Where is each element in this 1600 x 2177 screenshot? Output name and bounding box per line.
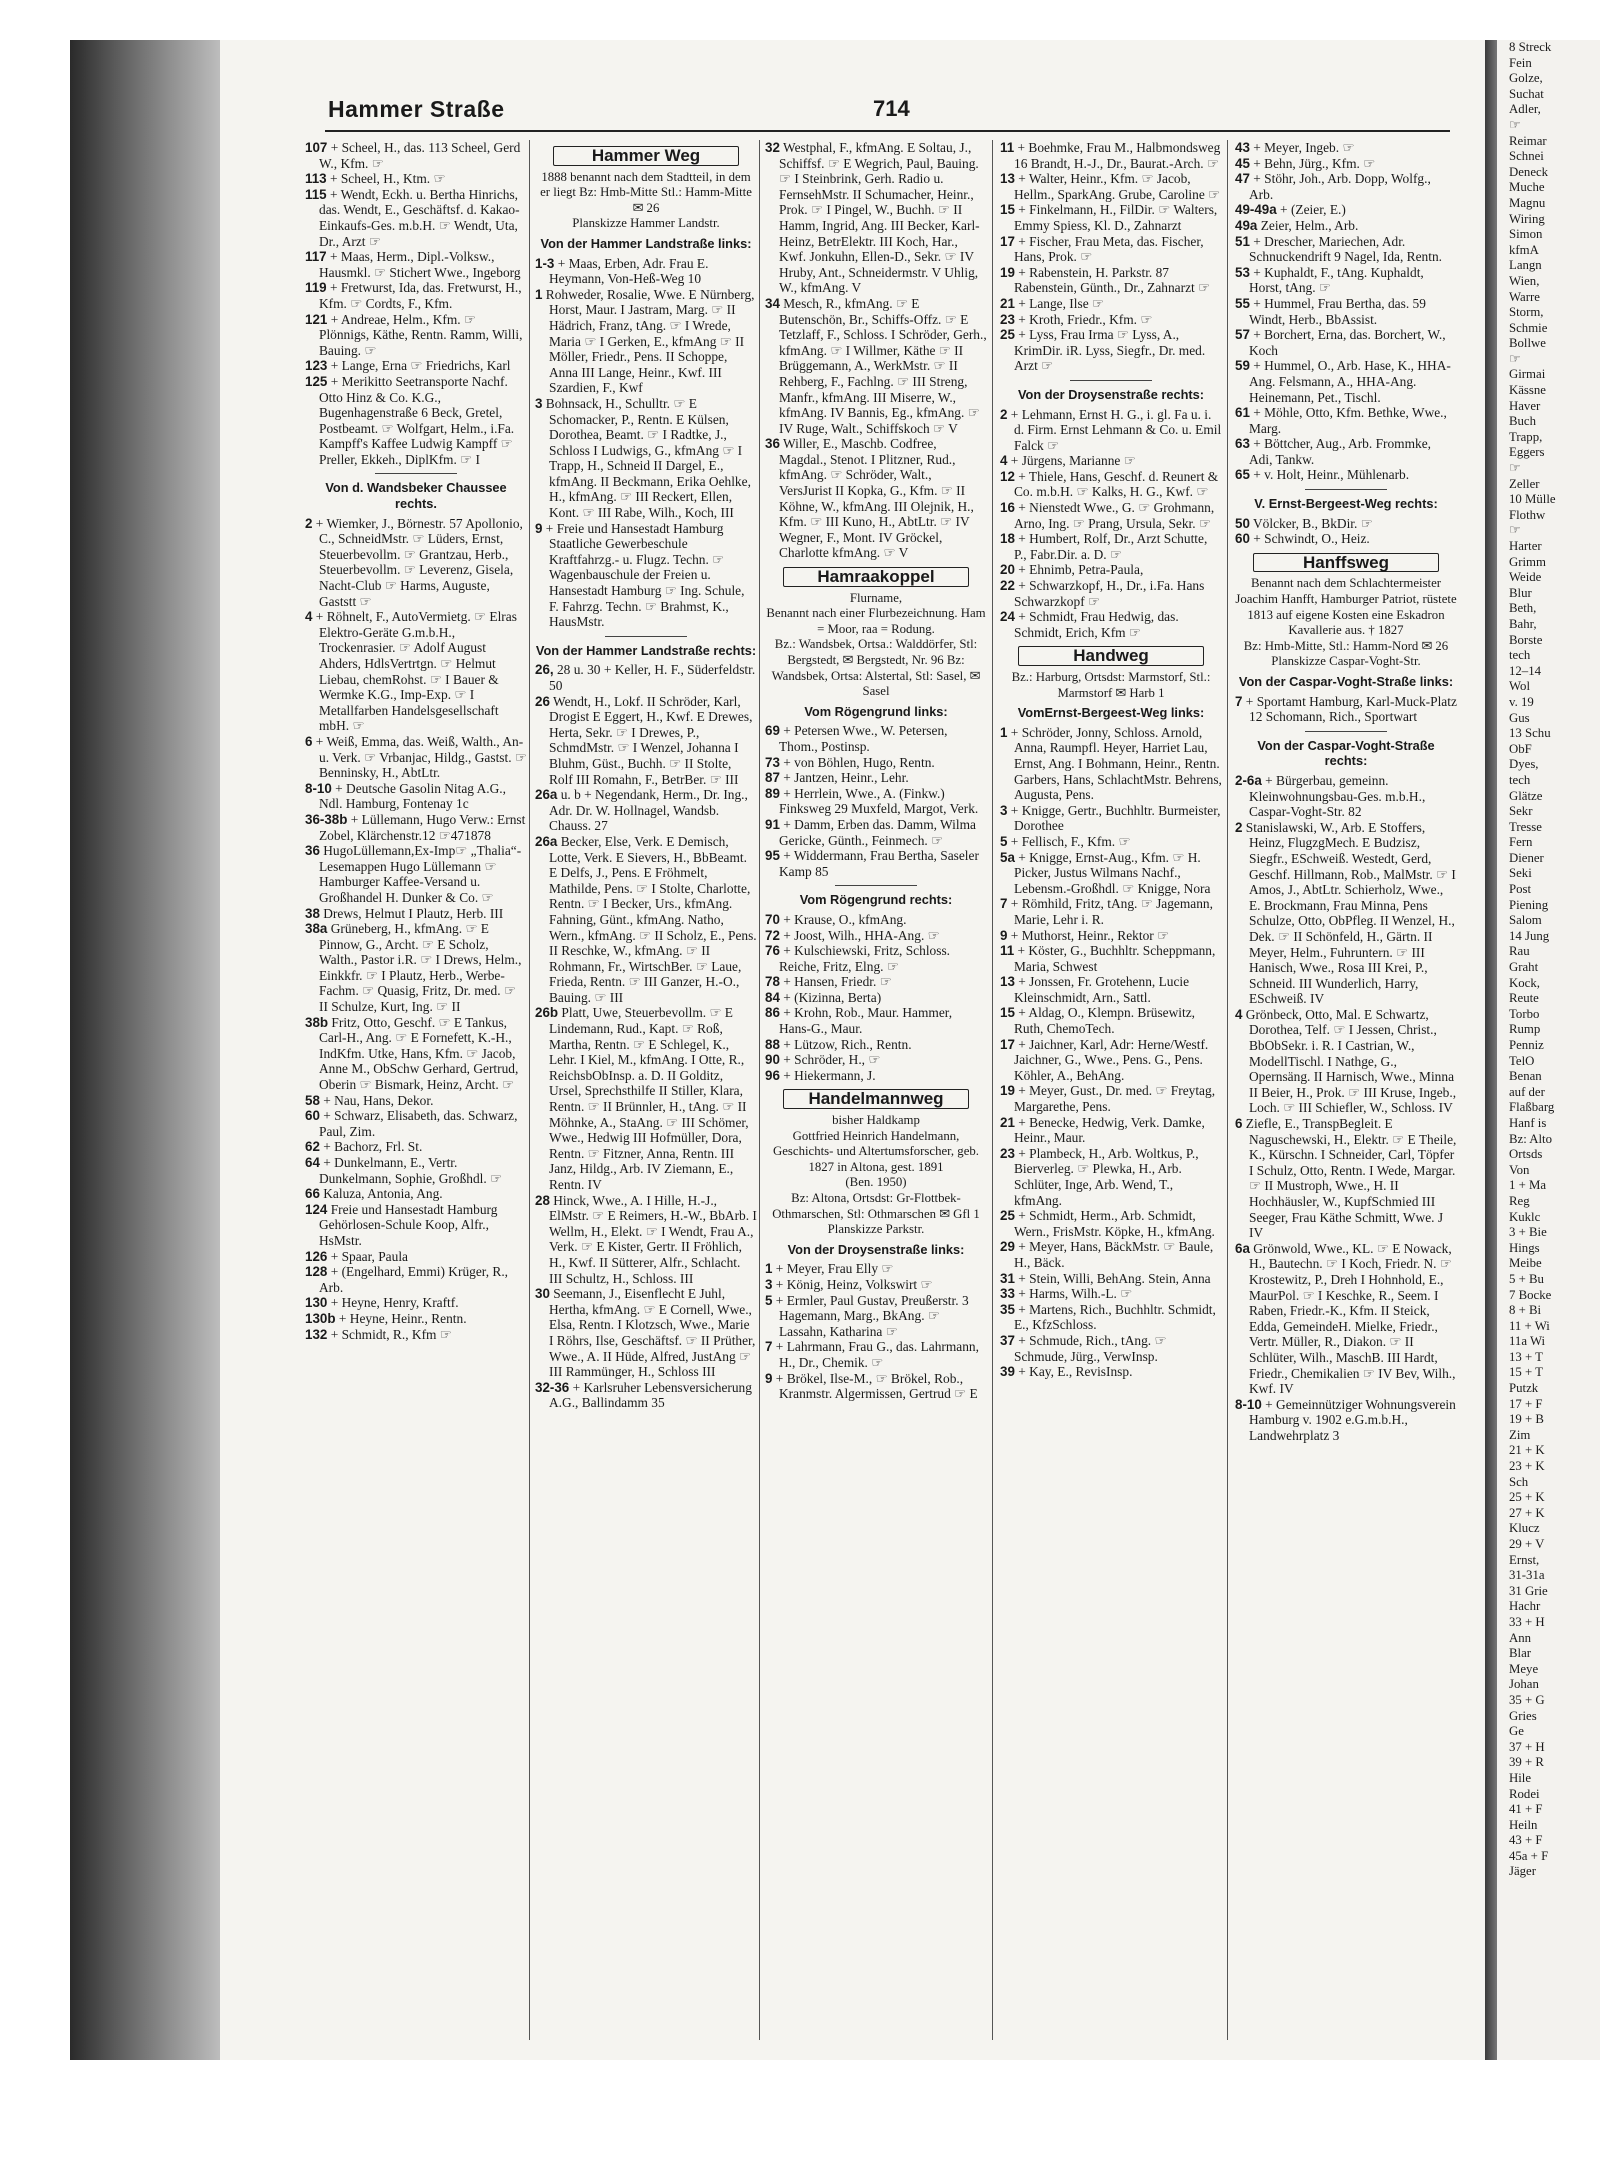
section-separator	[1305, 489, 1387, 490]
address-entry: 73 + von Böhlen, Hugo, Rentn.	[765, 754, 935, 770]
address-entry: 115 + Wendt, Eckh. u. Bertha Hinrichs, das. Wendt, E., Geschäftsf. d. Kakao-Einkaufs-Ges. m.b.H. ☞ Wendt, Uta, Dr., Arzt ☞	[305, 186, 520, 249]
address-entry: 1 Rohweder, Rosalie, Wwe. E Nürnberg, Horst, Maur. I Jastram, Marg. ☞ II Hädrich, Franz, tAng. ☞ I Wrede, Maria ☞ I Gerken, E., kfmAng ☞ II Möller, Friedr., Pens. II Schoppe, Anna III Lange, Heinr., Kwf. III Szardien, F., Kwf	[535, 286, 755, 396]
edge-fragment: Blar	[1509, 1646, 1532, 1661]
edge-fragment: Klucz	[1509, 1521, 1540, 1536]
street-note: Benannt nach einer Flurbezeichnung. Ham = Moor, raa = Rodung.	[766, 606, 986, 636]
edge-fragment: 27 + K	[1509, 1505, 1545, 1520]
edge-fragment: 5 + Bu	[1509, 1271, 1544, 1286]
address-entry: 119 + Fretwurst, Ida, das. Fretwurst, H., Kfm. ☞ Cordts, F., Kfm.	[305, 280, 522, 311]
street-note: Planskizze Parkstr.	[827, 1222, 925, 1237]
address-entry: 60 + Schwindt, O., Heiz.	[1235, 531, 1370, 547]
address-entry: 18 + Humbert, Rolf, Dr., Arzt Schutte, P., Fabr.Dir. a. D. ☞	[1000, 531, 1208, 562]
address-entry: 1 + Schröder, Jonny, Schloss. Arnold, Anna, Raumpfl. Heyer, Harriet Lau, Ernst, Ang. I Bohmann, Heinr., Rentn. Garbers, Hans, SchlachtMstr. Behrens, Augusta, Pens.	[1000, 724, 1222, 803]
header-rule	[325, 130, 1450, 132]
address-entry: 58 + Nau, Hans, Dekor.	[305, 1092, 434, 1108]
address-entry: 11 + Boehmke, Frau M., Halbmondsweg 16 Brandt, H.-J., Dr., Baurat.-Arch. ☞	[1000, 140, 1221, 171]
address-entry: 86 + Krohn, Rob., Maur. Hammer, Hans-G., Maur.	[765, 1005, 953, 1037]
address-entry: 25 + Lyss, Frau Irma ☞ Lyss, A., KrimDir. iR. Lyss, Siegfr., Dr. med. Arzt ☞	[1000, 327, 1206, 374]
edge-fragment: 37 + H	[1509, 1739, 1545, 1754]
street-note: Bz: Hmb-Mitte, Stl.: Hamm-Nord ✉ 26	[1243, 638, 1449, 653]
address-entry: 4 + Jürgens, Marianne ☞	[1000, 453, 1136, 469]
edge-fragment: 17 + F	[1509, 1396, 1543, 1411]
edge-fragment: 11a Wi	[1509, 1334, 1546, 1349]
address-entry: 19 + Meyer, Gust., Dr. med. ☞ Freytag, Margarethe, Pens.	[1000, 1083, 1216, 1115]
edge-fragment: Sch	[1509, 1474, 1529, 1489]
edge-fragment: Langn	[1509, 258, 1542, 273]
edge-fragment: 12–14	[1509, 663, 1541, 678]
address-entry: 132 + Schmidt, R., Kfm ☞	[305, 1326, 452, 1342]
address-entry: 7 + Lahrmann, Frau G., das. Lahrmann, H., Dr., Chemik. ☞	[765, 1339, 979, 1370]
address-entry: 78 + Hansen, Friedr. ☞	[765, 974, 892, 990]
edge-fragment: TelO	[1509, 1053, 1535, 1068]
street-note: Bz.: Harburg, Ortsdst: Marmstorf, Stl.: Marmstorf ✉ Harb 1	[1011, 670, 1211, 700]
page-number: 714	[873, 96, 910, 121]
street-note: (Ben. 1950)	[845, 1175, 907, 1190]
edge-fragment: Hings	[1509, 1240, 1540, 1255]
address-entry: 84 + (Kizinna, Berta)	[765, 989, 882, 1005]
address-entry: 45 + Behn, Jürg., Kfm. ☞	[1235, 155, 1376, 171]
edge-fragment: Flaßbarg	[1509, 1100, 1555, 1115]
address-entry: 5 + Fellisch, F., Kfm. ☞	[1000, 833, 1131, 849]
address-entry: 21 + Lange, Ilse ☞	[1000, 295, 1104, 311]
edge-fragment: Bollwe	[1509, 336, 1546, 351]
address-entry: 4 + Röhnelt, F., AutoVermietg. ☞ Elras Elektro-Geräte G.m.b.H., Trockenrasier. ☞ Adolf August Ahders, HdlsVertrtgn. ☞ Helmut Liebau, chemRohst. ☞ I Bauer & Wermke K.G., Imp-Exp. ☞ I Metallfarben Handelsgesellschaft mbH. ☞	[305, 609, 517, 734]
address-entry: 7 + Sportamt Hamburg, Karl-Muck-Platz 12 Schomann, Rich., Sportwart	[1235, 693, 1457, 725]
edge-fragment: Heiln	[1509, 1817, 1538, 1832]
address-entry: 3 + König, Heinz, Volkswirt ☞	[765, 1276, 933, 1292]
edge-fragment: Trapp,	[1509, 429, 1543, 444]
address-entry: 88 + Lützow, Rich., Rentn.	[765, 1036, 912, 1052]
edge-fragment: Rodei	[1509, 1786, 1540, 1801]
edge-fragment: Piening	[1509, 897, 1549, 912]
edge-fragment: 41 + F	[1509, 1802, 1543, 1817]
direction-heading: V. Ernst-Bergeest-Weg rechts:	[1254, 496, 1438, 512]
book-binding	[70, 40, 220, 2060]
edge-fragment: Weide	[1509, 570, 1542, 585]
address-entry: 38 Drews, Helmut I Plautz, Herb. III	[305, 905, 504, 921]
street-note: Benannt nach dem Schlachtermeister Joachim Hanfft, Hamburger Patriot, rüstete 1813 auf eigene Kosten eine Eskadron Kavallerie aus. † 1827	[1235, 576, 1457, 638]
address-entry: 117 + Maas, Herm., Dipl.-Volksw., Hausmkl. ☞ Stichert Wwe., Ingeborg	[305, 249, 521, 280]
section-separator	[835, 885, 917, 886]
edge-fragment: Blur	[1509, 585, 1532, 600]
address-entry: 26b Platt, Uwe, Steuerbevollm. ☞ E Lindemann, Rud., Kapt. ☞ Roß, Martha, Rentn. ☞ E Schlegel, K., Lehr. I Kiel, M., kfmAng. I Otte, R., ReichsbObInsp. a. D. II Golditz, Ursel, Sprechsthilfe II Stiller, Klara, Rentn. ☞ II Brünnler, H., tAng. ☞ II Möhnke, A., StaAng. ☞ III Schömer, Wwe., Hedwig III Hofmüller, Dora, Rentn. ☞ Fitzner, Anna, Rentn. III Janz, Hildg., Arb. IV Ziemann, E., Rentn. IV	[535, 1005, 749, 1192]
address-entry: 70 + Krause, O., kfmAng.	[765, 911, 907, 927]
edge-fragment: ☞	[1509, 117, 1521, 132]
direction-heading: Von der Hammer Landstraße rechts:	[535, 642, 757, 658]
edge-fragment: 10 Mülle	[1509, 492, 1556, 507]
edge-fragment: 45a + F	[1509, 1848, 1549, 1863]
address-entry: 50 Völcker, B., BkDir. ☞	[1235, 515, 1373, 531]
address-entry: 49-49a + (Zeier, E.)	[1235, 202, 1346, 218]
edge-fragment: Meye	[1509, 1661, 1539, 1676]
edge-fragment: Ann	[1509, 1630, 1532, 1645]
edge-fragment: 23 + K	[1509, 1459, 1545, 1474]
column-divider	[992, 140, 993, 2040]
edge-fragment: Johan	[1509, 1677, 1539, 1692]
street-title: Hamraakoppel	[783, 567, 969, 587]
address-entry: 17 + Fischer, Frau Meta, das. Fischer, Hans, Prok. ☞	[1000, 233, 1204, 265]
street-title: Hanffsweg	[1253, 553, 1439, 573]
address-entry: 8-10 + Deutsche Gasolin Nitag A.G., Ndl. Hamburg, Fontenay 1c	[305, 780, 506, 812]
address-entry: 6a Grönwold, Wwe., KL. ☞ E Nowack, H., Bautechn. ☞ I Koch, Friedr. N. ☞ Krostewitz, P., Dreh I Hohnhold, E., MaurPol. ☞ I Keschke, R., Seem. I Raben, Friedr.-K., Kfm. II Steick, Edda, GemeindeH. Mielke, Friedr., Vertr. Müller, R., Diakon. ☞ II Schlüter, Wilh., MaschB. III Hardt, Friedr., Chemikalien ☞ IV Bev, Wilh., Kwf. IV	[1235, 1240, 1456, 1397]
address-entry: 1 + Meyer, Frau Elly ☞	[765, 1261, 894, 1277]
section-separator	[1305, 731, 1387, 732]
edge-fragment: Haver	[1509, 398, 1541, 413]
edge-fragment: Fern	[1509, 835, 1533, 850]
edge-fragment: Von	[1509, 1162, 1530, 1177]
edge-fragment: 3 + Bie	[1509, 1225, 1547, 1240]
edge-fragment: Ge	[1509, 1724, 1524, 1739]
edge-fragment: Jäger	[1509, 1864, 1536, 1879]
edge-fragment: Flothw	[1509, 507, 1546, 522]
edge-fragment: Adler,	[1509, 102, 1541, 117]
address-entry: 125 + Merikitto Seetransporte Nachf. Otto Hinz & Co. K.G., Bugenhagenstraße 6 Beck, Gretel, Postbeamt. ☞ Wolfgart, Helm., i.Fa. Kampff's Kaffee Ludwig Kampff ☞ Preller, Ekkeh., DiplKfm. ☞ I	[305, 373, 515, 467]
address-entry: 23 + Kroth, Friedr., Kfm. ☞	[1000, 311, 1153, 327]
address-entry: 36 HugoLüllemann,Ex-Imp☞ „Thalia“-Lesemappen Hugo Lüllemann ☞ Hamburger Kaffee-Versand u. Großhandel H. Dunker & Co. ☞	[305, 843, 522, 905]
edge-fragment: Gries	[1509, 1708, 1537, 1723]
address-entry: 113 + Scheel, H., Ktm. ☞	[305, 171, 446, 187]
edge-fragment: Magnu	[1509, 195, 1546, 210]
address-entry: 38b Fritz, Otto, Geschf. ☞ E Tankus, Carl-H., Ang. ☞ E Fornefett, K.-H., IndKfm. Utke, Hans, Kfm. ☞ Jacob, Anne M., ObSchw Gerhard, Gertrud, Oberin ☞ Bismark, Heinz, Archt. ☞	[305, 1014, 519, 1093]
edge-fragment: tech	[1509, 648, 1531, 663]
edge-fragment: Meibe	[1509, 1256, 1542, 1271]
address-entry: 124 Freie und Hansestadt Hamburg Gehörlosen-Schule Koop, Alfr., HsMstr.	[305, 1201, 498, 1248]
edge-fragment: Reimar	[1509, 133, 1547, 148]
address-entry: 25 + Schmidt, Herm., Arb. Schmidt, Wern., FrisMstr. Köpke, H., kfmAng.	[1000, 1208, 1215, 1239]
address-entry: 3 + Knigge, Gertr., Buchhltr. Burmeister, Dorothee	[1000, 802, 1221, 834]
address-entry: 13 + Jonssen, Fr. Grotehenn, Lucie Kleinschmidt, Arn., Sattl.	[1000, 974, 1190, 1005]
street-note: Bz: Altona, Ortsdst: Gr-Flottbek-Othmarschen, Stl: Othmarschen ✉ Gfl 1	[772, 1191, 980, 1221]
street-note: Bz.: Wandsbek, Ortsa.: Walddörfer, Stl: Bergstedt, ✉ Bergstedt, Nr. 96 Bz: Wandsbek, Ortsa: Alstertal, Stl: Sasel, ✉ Sasel	[771, 637, 981, 699]
address-entry: 49a Zeier, Helm., Arb.	[1235, 217, 1359, 233]
edge-fragment: ☞	[1509, 523, 1521, 538]
address-entry: 65 + v. Holt, Heinr., Mühlenarb.	[1235, 467, 1410, 483]
edge-fragment: 15 + T	[1509, 1365, 1543, 1380]
edge-fragment: Golze,	[1509, 71, 1543, 86]
address-entry: 23 + Plambeck, H., Arb. Woltkus, P., Bierverleg. ☞ Plewka, H., Arb. Schlüter, Inge, Arb. Wend, T., kfmAng.	[1000, 1145, 1199, 1208]
edge-fragment: 13 + T	[1509, 1349, 1543, 1364]
address-entry: 36 Willer, E., Maschb. Codfree, Magdal., Stenot. I Plitzner, Rud., kfmAng. ☞ Schröder, Walt., VersJurist II Kopka, G., Kfm. ☞ II Köhne, W., kfmAng. III Olejnik, H., Kfm. ☞ III Kuno, H., AbtLtr. ☞ IV Wegner, F., Mont. IV Gröckel, Charlotte kfmAng. ☞ V	[765, 436, 974, 561]
column-divider	[529, 140, 530, 2040]
edge-fragment: Sekr	[1509, 804, 1533, 819]
address-entry: 5a + Knigge, Ernst-Aug., Kfm. ☞ H. Picker, Justus Wilmans Nachf., Lebensm.-Großhdl. ☞ Knigge, Nora	[1000, 849, 1211, 896]
edge-fragment: Eggers	[1509, 445, 1545, 460]
address-entry: 91 + Damm, Erben das. Damm, Wilma Gericke, Günth., Feinmech. ☞	[765, 816, 976, 848]
edge-fragment: Putzk	[1509, 1381, 1539, 1396]
address-entry: 2-6a + Bürgerbau, gemeinn. Kleinwohnungsbau-Ges. m.b.H., Caspar-Voght-Str. 82	[1235, 772, 1426, 820]
direction-heading: Von der Droysenstraße links:	[787, 1241, 965, 1257]
address-entry: 15 + Aldag, O., Klempn. Brüsewitz, Ruth, ChemoTech.	[1000, 1005, 1196, 1037]
street-note: 1888 benannt nach dem Stadtteil, in dem er liegt Bz: Hmb-Mitte Stl.: Hamm-Mitte ✉ 26	[540, 169, 752, 215]
edge-fragment: 19 + B	[1509, 1412, 1544, 1427]
address-entry: 87 + Jantzen, Heinr., Lehr.	[765, 770, 909, 786]
address-entry: 26a u. b + Negendank, Herm., Dr. Ing., Adr. Dr. W. Hollnagel, Wandsb. Chauss. 27	[535, 787, 748, 834]
edge-fragment: Dyes,	[1509, 757, 1539, 772]
address-entry: 72 + Joost, Wilh., HHA-Ang. ☞	[765, 927, 940, 943]
edge-fragment: tech	[1509, 772, 1531, 787]
address-entry: 26 Wendt, H., Lokf. II Schröder, Karl, Drogist E Eggert, H., Kwf. E Drewes, Herta, Sekr. ☞ I Drewes, P., SchmdMstr. ☞ I Wenzel, Johanna I Bluhm, Güst., Buchh. ☞ II Stolte, Rolf III Romahn, F., BetrBer. ☞ III	[535, 693, 753, 787]
edge-fragment: Beth,	[1509, 601, 1537, 616]
section-separator	[605, 636, 687, 637]
edge-fragment: kfmA	[1509, 242, 1539, 257]
edge-fragment: Suchat	[1509, 86, 1544, 101]
edge-fragment: 31 Grie	[1509, 1583, 1548, 1598]
edge-fragment: Simon	[1509, 227, 1543, 242]
address-entry: 24 + Schmidt, Frau Hedwig, das. Schmidt, Erich, Kfm ☞	[1000, 609, 1179, 640]
edge-fragment: Penniz	[1509, 1038, 1544, 1052]
street-title: Hammer Weg	[553, 146, 739, 166]
section-separator	[375, 473, 457, 474]
edge-fragment: Zeller	[1509, 476, 1540, 491]
address-entry: 1-3 + Maas, Erben, Adr. Frau E. Heymann, Von-Heß-Weg 10	[535, 255, 709, 287]
address-entry: 32 Westphal, F., kfmAng. E Soltau, J., Schiffsf. ☞ E Wegrich, Paul, Bauing. ☞ I Steinbrink, Gerh. Radio u. FernsehMstr. II Schumacher, Heinr., Prok. ☞ I Pingel, W., Buchh. ☞ II Hamm, Ingrid, Ang. III Becker, Karl-Heinz, BetrElektr. III Koch, Har., Kwf. Jonkuhn, Ellen-D., Sekr. ☞ IV Hruby, Ant., Schneidermstr. V Uhlig, W., kfmAng. V	[765, 140, 980, 296]
address-entry: 76 + Kulschiewski, Fritz, Schloss. Reiche, Fritz, Elng. ☞	[765, 943, 951, 974]
edge-fragment: Ortsds	[1509, 1147, 1543, 1162]
address-entry: 6 Ziefle, E., TranspBegleit. E Naguschewski, H., Elektr. ☞ E Theile, K., Kürschn. I Schneider, Carl, Töpfer I Schulz, Otto, Rentn. I Wede, Margar. ☞ II Mustroph, Wwe., H. II Hochhäusler, W., KupfSchmied III Seeger, Frau Käthe Schmitt, Wwe. J IV	[1235, 1116, 1457, 1241]
address-entry: 39 + Kay, E., RevisInsp.	[1000, 1364, 1133, 1380]
edge-fragment: 25 + K	[1509, 1490, 1545, 1505]
edge-fragment: Glätze	[1509, 788, 1543, 803]
edge-fragment: ☞	[1509, 351, 1521, 366]
edge-fragment: Graht	[1509, 960, 1539, 975]
address-entry: 128 + (Engelhard, Emmi) Krüger, R., Arb.	[305, 1264, 509, 1295]
edge-fragment: Warre	[1509, 289, 1540, 304]
edge-fragment: Grimm	[1509, 554, 1546, 569]
address-entry: 29 + Meyer, Hans, BäckMstr. ☞ Baule, H., Bäck.	[1000, 1239, 1214, 1270]
address-entry: 9 + Freie und Hansestadt Hamburg Staatliche Gewerbeschule Kraftfahrzg.- u. Flugz. Techn. ☞ Wagenbauschule der Freien u. Hansestadt Hamburg ☞ Ing. Schule, F. Fahrzg. Techn. ☞ Brahmst, K., HausMstr.	[535, 520, 745, 630]
street-note: Planskizze Hammer Landstr.	[572, 216, 720, 231]
edge-fragment: Gus	[1509, 710, 1530, 725]
edge-fragment: Schmie	[1509, 320, 1548, 335]
edge-fragment: Reg	[1509, 1193, 1530, 1208]
address-entry: 63 + Böttcher, Aug., Arb. Frommke, Adi, Tankw.	[1235, 436, 1431, 467]
edge-fragment: Benan	[1509, 1069, 1542, 1084]
edge-fragment: Wol	[1509, 679, 1531, 694]
address-entry: 62 + Bachorz, Frl. St.	[305, 1139, 423, 1155]
edge-fragment: Kuklc	[1509, 1209, 1541, 1224]
edge-fragment: 14 Jung	[1509, 928, 1550, 943]
directory-column-5	[1235, 140, 1457, 1444]
address-entry: 95 + Widdermann, Frau Bertha, Saseler Kamp 85	[765, 848, 979, 879]
address-entry: 51 + Drescher, Mariechen, Adr. Schnuckendrift 9 Nagel, Ida, Rentn.	[1235, 233, 1442, 265]
column-divider	[1227, 140, 1228, 2040]
address-entry: 37 + Schmude, Rich., tAng. ☞ Schmude, Jürg., VerwInsp.	[1000, 1332, 1167, 1364]
address-entry: 26, 28 u. 30 + Keller, H. F., Süderfeldstr. 50	[535, 662, 756, 693]
address-entry: 61 + Möhle, Otto, Kfm. Bethke, Wwe., Marg.	[1235, 405, 1447, 436]
address-entry: 36-38b + Lüllemann, Hugo Verw.: Ernst Zobel, Klärchenstr.12 ☞471878	[305, 811, 526, 843]
address-entry: 35 + Martens, Rich., Buchhltr. Schmidt, E., KfzSchloss.	[1000, 1301, 1216, 1333]
edge-fragment: 11 + Wi	[1509, 1318, 1550, 1333]
direction-heading: Von der Droysenstraße rechts:	[1017, 386, 1205, 402]
address-entry: 126 + Spaar, Paula	[305, 1248, 408, 1264]
edge-fragment: 31-31a	[1509, 1568, 1545, 1583]
section-separator	[1070, 380, 1152, 381]
address-entry: 107 + Scheel, H., das. 113 Scheel, Gerd W., Kfm. ☞	[305, 140, 521, 171]
edge-fragment: Kässne	[1509, 383, 1546, 398]
address-entry: 69 + Petersen Wwe., W. Petersen, Thom., Postinsp.	[765, 723, 948, 754]
address-entry: 21 + Benecke, Hedwig, Verk. Damke, Heinr., Maur.	[1000, 1114, 1205, 1146]
address-entry: 22 + Schwarzkopf, H., Dr., i.Fa. Hans Schwarzkopf ☞	[1000, 578, 1205, 609]
address-entry: 38a Grüneberg, H., kfmAng. ☞ E Pinnow, G., Archt. ☞ E Scholz, Walth., Pastor i.R. ☞ I Drews, Helm., Einkkfr. ☞ I Plautz, Herb., Werbe-Fachm. ☞ Quasig, Fritz, Dr. med. ☞ II Schulze, Kurt, Ing. ☞ II	[305, 921, 522, 1015]
edge-fragment: 39 + R	[1509, 1755, 1544, 1770]
edge-fragment: 21 + K	[1509, 1443, 1545, 1458]
edge-fragment: Salom	[1509, 913, 1542, 928]
edge-fragment: Deneck	[1509, 164, 1549, 179]
address-entry: 9 + Brökel, Ilse-M., ☞ Brökel, Rob., Kranmstr. Algermissen, Gertrud ☞ E	[765, 1370, 978, 1402]
address-entry: 26a Becker, Else, Verk. E Demisch, Lotte, Verk. E Sievers, H., BbBeamt. E Delfs, J., Pens. E Fröhmelt, Mathilde, Pens. ☞ I Stolte, Charlotte, Rentn. ☞ I Becker, Urs., kfmAng. Fahning, Günt., kfmAng. Natho, Wern., kfmAng. ☞ II Scholz, E., Pens. II Reschke, W., kfmAng. ☞ II Rohmann, Fr., WirtschBer. ☞ Laue, Frieda, Rentn. ☞ III Ganzer, H.-O., Bauing. ☞ III	[535, 833, 757, 1005]
address-entry: 8-10 + Gemeinnütziger Wohnungsverein Hamburg v. 1902 e.G.m.b.H., Landwehrplatz 3	[1235, 1396, 1456, 1443]
address-entry: 121 + Andreae, Helm., Kfm. ☞ Plönnigs, Käthe, Rentn. Ramm, Willi, Bauing. ☞	[305, 311, 523, 358]
address-entry: 32-36 + Karlsruher Lebensversicherung A.G., Ballindamm 35	[535, 1379, 752, 1411]
directory-column-4	[1000, 140, 1222, 1380]
address-entry: 31 + Stein, Willi, BehAng. Stein, Anna	[1000, 1270, 1211, 1286]
edge-fragment: Hile	[1509, 1770, 1532, 1785]
address-entry: 5 + Ermler, Paul Gustav, Preußerstr. 3 Hagemann, Marg., BkAng. ☞ Lassahn, Katharina ☞	[765, 1292, 969, 1339]
edge-fragment: Zim	[1509, 1427, 1531, 1442]
edge-fragment: Buch	[1509, 414, 1537, 429]
edge-fragment: Muche	[1509, 180, 1545, 195]
address-entry: 89 + Herrlein, Wwe., A. (Finkw.) Finksweg 29 Muxfeld, Margot, Verk.	[765, 785, 979, 817]
edge-fragment: 8 + Bi	[1509, 1303, 1542, 1318]
edge-fragment: ☞	[1509, 461, 1521, 476]
address-entry: 16 + Nienstedt Wwe., G. ☞ Grohmann, Arno, Ing. ☞ Prang, Ursula, Sekr. ☞	[1000, 500, 1215, 531]
edge-fragment: Diener	[1509, 850, 1544, 865]
edge-fragment: 8 Streck	[1509, 40, 1552, 54]
edge-fragment: Storm,	[1509, 305, 1544, 320]
edge-fragment: Wien,	[1509, 273, 1540, 288]
page-gutter	[1485, 40, 1497, 2060]
address-entry: 9 + Muthorst, Heinr., Rektor ☞	[1000, 927, 1170, 943]
street-title: Handelmannweg	[783, 1089, 969, 1109]
edge-fragment: Schnei	[1509, 149, 1544, 164]
direction-heading: Vom Rögengrund links:	[804, 703, 948, 719]
edge-fragment: auf der	[1509, 1084, 1545, 1099]
edge-fragment: Torbo	[1509, 1006, 1540, 1021]
edge-fragment: Girmai	[1509, 367, 1546, 382]
address-entry: 28 Hinck, Wwe., A. I Hille, H.-J., ElMstr. ☞ E Reimers, H.-W., BbArb. I Wellm, H., Elekt. ☞ I Wendt, Frau A., Verk. ☞ E Kister, Gertr. II Fröhlich, H., Kwf. II Sütterer, Alfr., Schlacht. III Schultz, H., Schloss. III	[535, 1192, 757, 1286]
direction-heading: Vom Rögengrund rechts:	[799, 892, 953, 908]
address-entry: 34 Mesch, R., kfmAng. ☞ E Butenschön, Br., Schiffs-Offz. ☞ E Tetzlaff, F., Schloss. I Schröder, Gerh., kfmAng. ☞ I Willmer, Käthe ☞ II Brüggemann, A., WerkMstr. ☞ II Rehberg, F., Fachlng. ☞ III Streng, Manfr., kfmAng. III Miserre, W., kfmAng. IV Bannis, Eg., kfmAng. ☞ IV Ruge, Walt., Schiffskoch ☞ V	[765, 295, 987, 436]
edge-fragment: Fein	[1509, 55, 1532, 70]
address-entry: 2 Stanislawski, W., Arb. E Stoffers, Heinz, FlugzgMech. E Budzisz, Siegfr., ESchweiß. Westedt, Gerd, Geschf. Hillmann, Rob., MalMstr. ☞ I Amos, J., AbtLtr. Schierholz, Wwe., E. Brockmann, Frau Minna, Pens Schulze, Otto, ObPfleg. II Wenzel, H., Dek. ☞ II Schönfeld, H., Gärtn. II Meyer, Helm., Fuhruntern. ☞ III Hanisch, Wwe., Rosa III Krei, P., Schneid. III Wunderlich, Harry, ESchweiß. IV	[1235, 819, 1456, 1007]
edge-fragment: Hanf is	[1509, 1115, 1547, 1130]
address-entry: 53 + Kuphaldt, F., tAng. Kuphaldt, Horst, tAng. ☞	[1235, 264, 1424, 296]
address-entry: 33 + Harms, Wilh.-L. ☞	[1000, 1286, 1133, 1302]
address-entry: 3 Bohnsack, H., Schulltr. ☞ E Schomacker, P., Rentn. E Külsen, Dorothea, Beamt. ☞ I Radtke, J., Schloss I Ludwigs, G., kfmAng ☞ I Trapp, H., Schneid II Dargel, E., kfmAng. II Beckmann, Erika Oehlke, H., kfmAng. ☞ III Reckert, Ellen, Kont. ☞ III Rabe, Wilh., Koch, III	[535, 395, 751, 521]
address-entry: 11 + Köster, G., Buchhltr. Scheppmann, Maria, Schwest	[1000, 943, 1216, 974]
address-entry: 60 + Schwarz, Elisabeth, das. Schwarz, Paul, Zim.	[305, 1108, 518, 1139]
address-entry: 64 + Dunkelmann, E., Vertr. Dunkelmann, Sophie, Großhdl. ☞	[305, 1155, 503, 1186]
directory-column-2	[535, 140, 757, 1411]
directory-column-1	[305, 140, 527, 1342]
address-entry: 123 + Lange, Erna ☞ Friedrichs, Karl	[305, 358, 511, 374]
address-entry: 2 + Lehmann, Ernst H. G., i. gl. Fa u. i. d. Firm. Ernst Lehmann & Co. u. Emil Falck ☞	[1000, 406, 1222, 453]
edge-fragment: 33 + H	[1509, 1614, 1545, 1629]
edge-fragment: Rump	[1509, 1022, 1541, 1037]
address-entry: 66 Kaluza, Antonia, Ang.	[305, 1186, 443, 1202]
street-note: Flurname,	[849, 590, 903, 605]
address-entry: 12 + Thiele, Hans, Geschf. d. Reunert & Co. m.b.H. ☞ Kalks, H. G., Kwf. ☞	[1000, 468, 1219, 500]
street-note: Planskizze Caspar-Voght-Str.	[1271, 654, 1421, 669]
direction-heading: Von der Hammer Landstraße links:	[540, 235, 752, 251]
directory-column-3	[765, 140, 987, 1402]
edge-fragment: 1 + Ma	[1509, 1178, 1547, 1193]
address-entry: 96 + Hiekermann, J.	[765, 1067, 876, 1083]
edge-fragment: 35 + G	[1509, 1692, 1545, 1707]
next-page-edge-text	[1497, 40, 1600, 1880]
street-note: Gottfried Heinrich Handelmann, Geschichts- und Altertumsforscher, geb. 1827 in Altona, gest. 1891	[773, 1128, 979, 1174]
edge-fragment: 7 Bocke	[1509, 1287, 1552, 1302]
edge-fragment: Hachr	[1509, 1599, 1541, 1614]
address-entry: 43 + Meyer, Ingeb. ☞	[1235, 140, 1355, 155]
direction-heading: Von d. Wandsbeker Chaussee rechts.	[325, 480, 507, 512]
address-entry: 13 + Walter, Heinr., Kfm. ☞ Jacob, Hellm., SparkAng. Grube, Caroline ☞	[1000, 171, 1221, 202]
address-entry: 57 + Borchert, Erna, das. Borchert, W., Koch	[1235, 327, 1446, 358]
direction-heading: Von der Caspar-Voght-Straße rechts:	[1257, 737, 1435, 769]
edge-fragment: Wiring	[1509, 211, 1545, 226]
edge-fragment: Seki	[1509, 866, 1532, 881]
street-note: bisher Haldkamp	[832, 1113, 920, 1128]
address-entry: 130b + Heyne, Heinr., Rentn.	[305, 1310, 467, 1326]
street-title: Handweg	[1018, 646, 1204, 666]
column-divider	[759, 140, 760, 2040]
edge-fragment: Bahr,	[1509, 616, 1537, 631]
edge-fragment: Ernst,	[1509, 1552, 1540, 1567]
address-entry: 2 + Wiemker, J., Börnestr. 57 Apollonio, C., SchneidMstr. ☞ Lüders, Ernst, Steuerbevollm. ☞ Grantzau, Herb., Steuerbevollm. ☞ Leverenz, Gisela, Nacht-Club ☞ Harms, Auguste, Gaststt ☞	[305, 515, 523, 609]
address-entry: 59 + Hummel, O., Arb. Hase, K., HHA-Ang. Felsmann, A., HHA-Ang. Heinemann, Pet., Tischl.	[1235, 358, 1451, 405]
address-entry: 7 + Römhild, Fritz, tAng. ☞ Jagemann, Marie, Lehr i. R.	[1000, 896, 1213, 927]
address-entry: 6 + Weiß, Emma, das. Weiß, Walth., An- u. Verk. ☞ Vrbanjac, Hildg., Gastst. ☞ Benninsky, H., AbtLtr.	[305, 733, 527, 781]
edge-fragment: 13 Schu	[1509, 726, 1551, 741]
edge-fragment: 43 + F	[1509, 1833, 1543, 1848]
edge-fragment: 29 + V	[1509, 1537, 1545, 1551]
direction-heading: VomErnst-Bergeest-Weg links:	[1017, 705, 1205, 721]
edge-fragment: v. 19	[1509, 694, 1534, 709]
edge-fragment: Rau	[1509, 944, 1530, 959]
address-entry: 15 + Finkelmann, H., FilDir. ☞ Walters, Emmy Spiess, Kl. D., Zahnarzt	[1000, 202, 1218, 233]
address-entry: 55 + Hummel, Frau Bertha, das. 59 Windt, Herb., BbAssist.	[1235, 295, 1426, 327]
direction-heading: Von der Caspar-Voght-Straße links:	[1238, 674, 1454, 689]
edge-fragment: Post	[1509, 882, 1532, 897]
address-entry: 90 + Schröder, H., ☞	[765, 1052, 881, 1068]
edge-fragment: ObF	[1509, 741, 1532, 756]
next-page-edge	[1497, 40, 1600, 2060]
edge-fragment: Bz: Alto	[1509, 1131, 1553, 1146]
edge-fragment: Borste	[1509, 632, 1543, 647]
address-entry: 19 + Rabenstein, H. Parkstr. 87 Rabenstein, Günth., Dr., Zahnarzt ☞	[1000, 264, 1211, 296]
running-head-title: Hammer Straße	[328, 96, 505, 122]
edge-fragment: Harter	[1509, 539, 1542, 553]
address-entry: 4 Grönbeck, Otto, Mal. E Schwartz, Dorothea, Telf. ☞ I Jessen, Christ., BbObSekr. i. R. I Castrian, W., ModellTischl. I Nathge, G., Opernsäng. II Harnisch, Wwe., Minna II Beier, H., Prok. ☞ III Kruse, Ingeb., Loch. ☞ III Schiefler, W., Schloss. IV	[1235, 1006, 1457, 1116]
address-entry: 130 + Heyne, Henry, Kraftf.	[305, 1295, 459, 1311]
address-entry: 17 + Jaichner, Karl, Adr: Herne/Westf. Jaichner, G., Wwe., Pens. G., Pens. Köhler, A., BehAng.	[1000, 1036, 1209, 1083]
edge-fragment: Kock,	[1509, 975, 1540, 990]
address-entry: 30 Seemann, J., Eisenflecht E Juhl, Hertha, kfmAng. ☞ E Cornell, Wwe., Elsa, Rentn. I Klotzsch, Wwe., Marie I Röhrs, Ilse, Geschäftsf. ☞ II Prüther, Wwe., A. II Hüde, Alfred, JustAng ☞ III Rammünger, H., Schloss III	[535, 1286, 756, 1380]
address-entry: 47 + Stöhr, Joh., Arb. Dopp, Wolfg., Arb.	[1235, 171, 1431, 202]
edge-fragment: Tresse	[1509, 819, 1542, 834]
edge-fragment: Reute	[1509, 991, 1539, 1006]
address-entry: 20 + Ehnimb, Petra-Paula,	[1000, 562, 1144, 578]
